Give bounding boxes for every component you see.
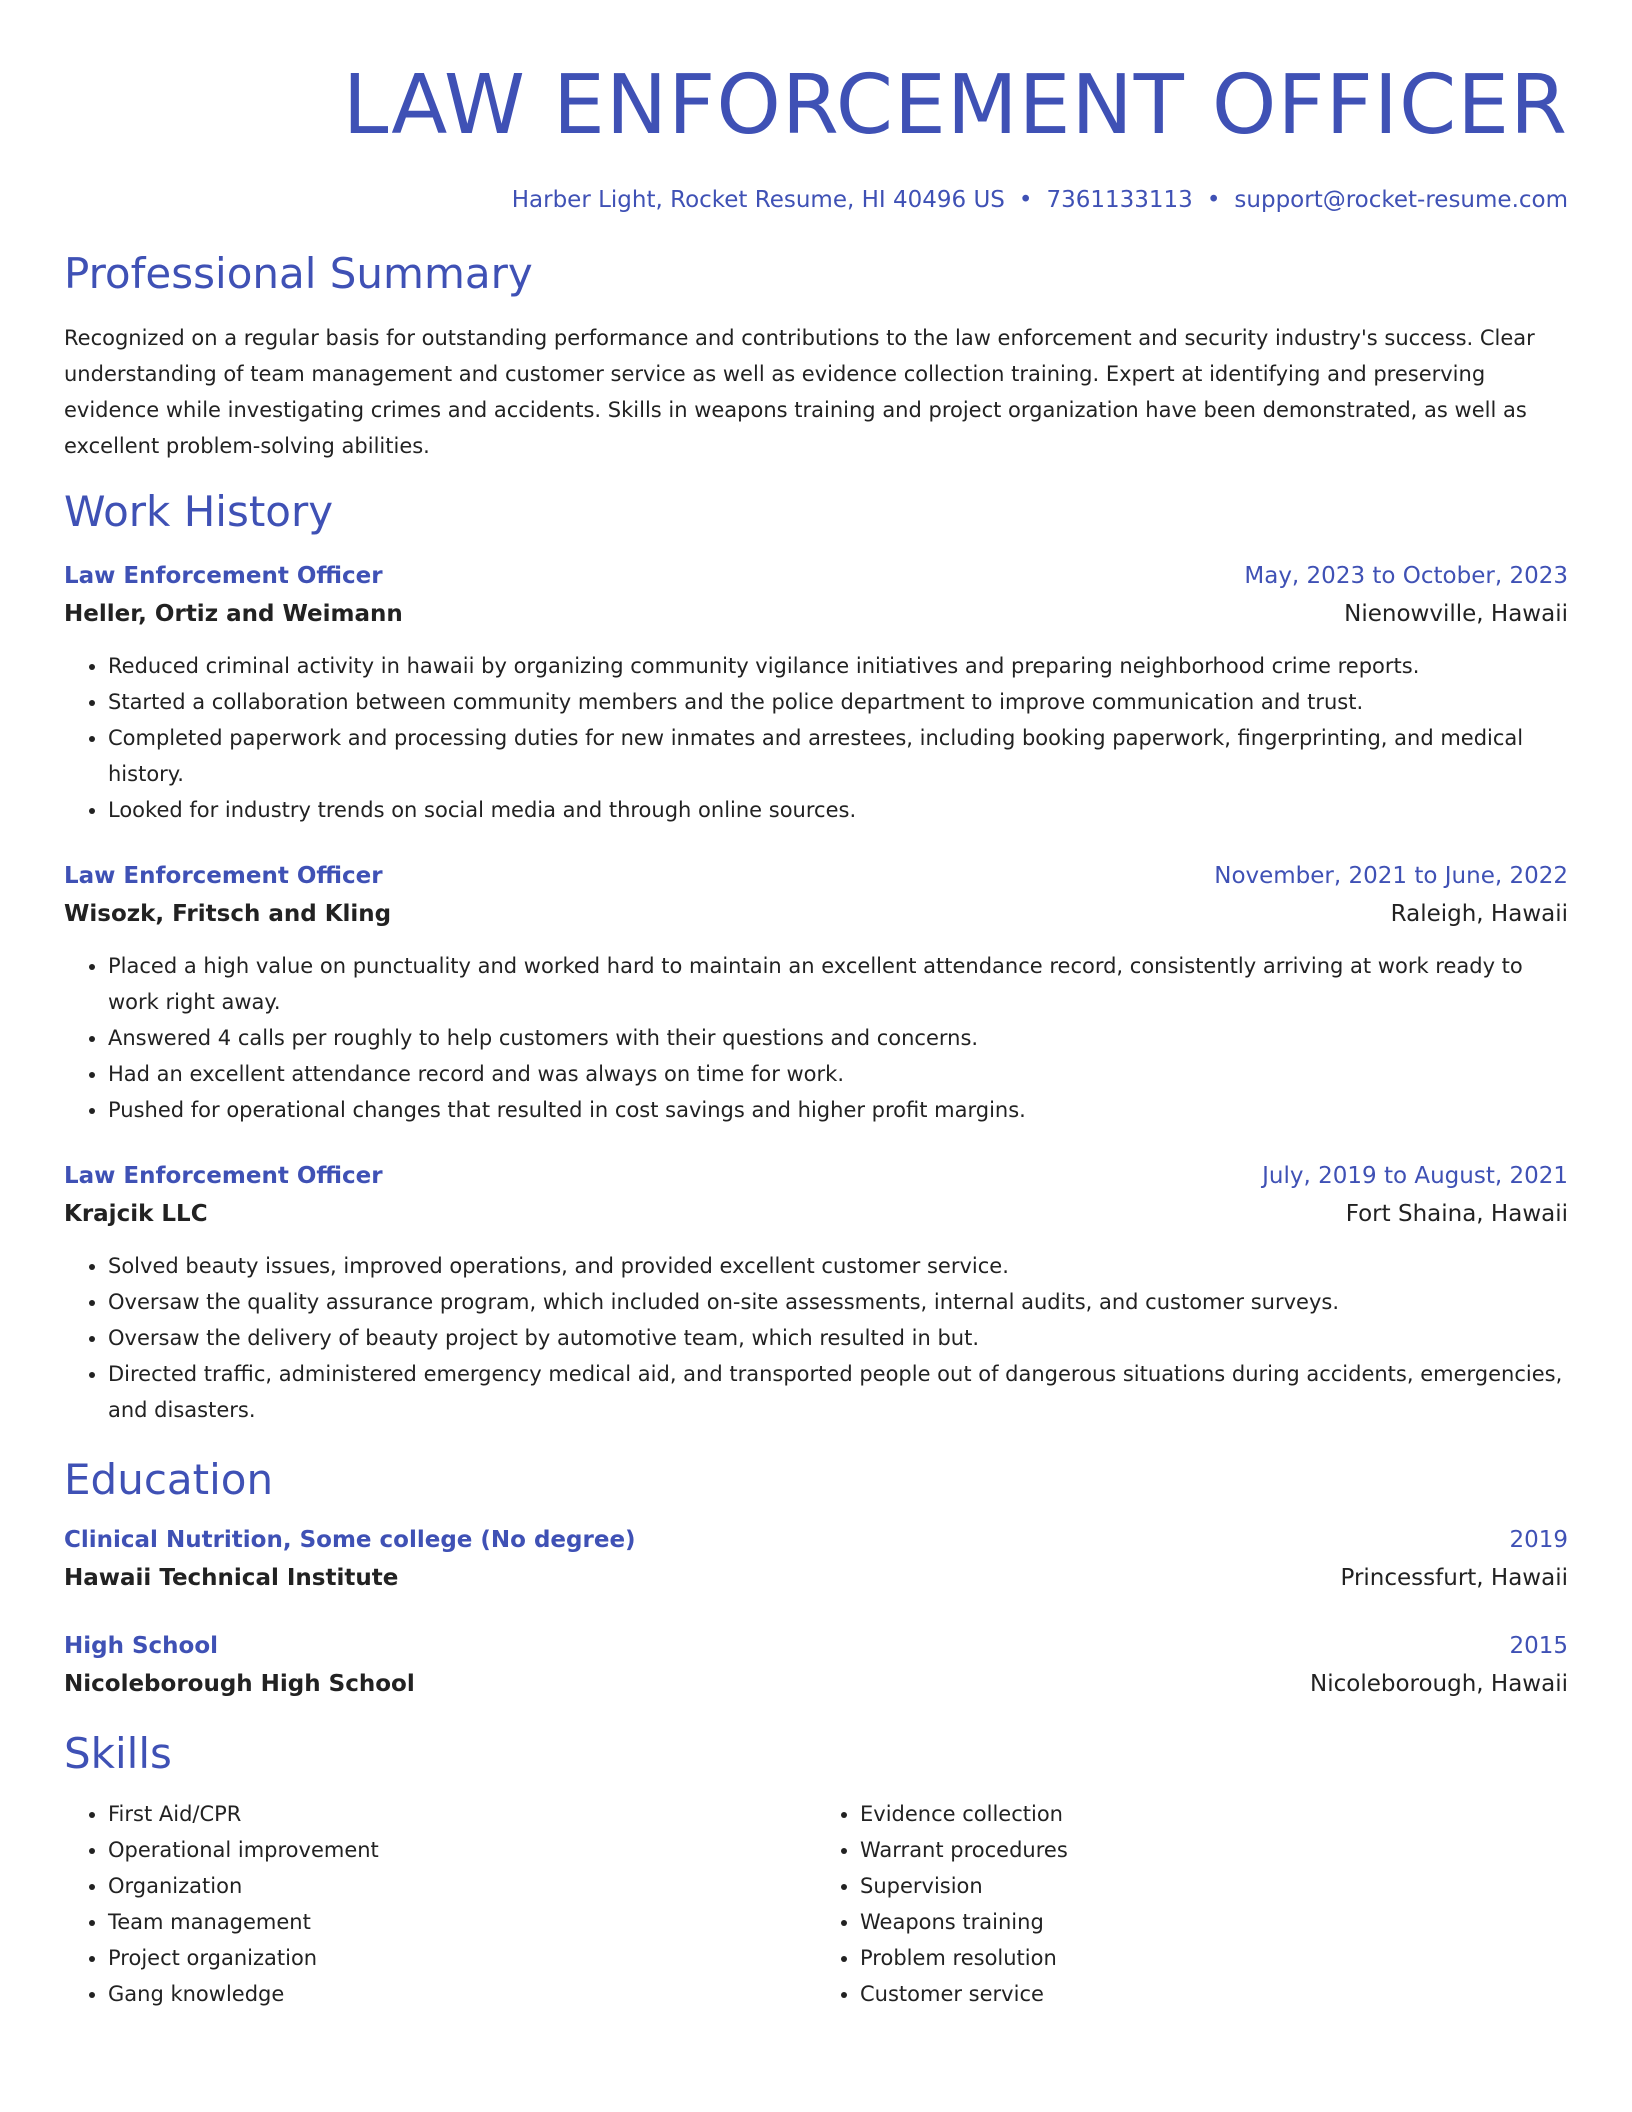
resume-name: LAW ENFORCEMENT OFFICER <box>342 58 1568 153</box>
job-list <box>64 558 1568 1428</box>
job-company: Wisozk, Fritsch and Kling <box>64 901 392 927</box>
education-degree-row <box>64 1628 1568 1664</box>
skill-item: • Customer service <box>860 1976 1568 2012</box>
job-bullet: • Pushed for operational changes that resulted in cost savings and higher profit margins. <box>108 1092 1568 1128</box>
job-bullet: • Oversaw the delivery of beauty project by automotive team, which resulted in but. <box>108 1320 1568 1356</box>
skill-item: • Team management <box>108 1904 816 1940</box>
work-heading: Work History <box>64 487 334 536</box>
skill-item: • First Aid/CPR <box>108 1796 816 1832</box>
job-title-row <box>64 558 1568 594</box>
job-title: Law Enforcement Officer <box>64 863 383 889</box>
job-bullet: • Oversaw the quality assurance program, which included on-site assessments, internal audits, and customer surveys. <box>108 1284 1568 1320</box>
education-degree: High School <box>64 1633 219 1659</box>
contact-phone: 7361133113 <box>1046 187 1193 213</box>
job-company-row <box>64 594 1568 634</box>
skills-heading: Skills <box>64 1729 172 1778</box>
skill-item: • Operational improvement <box>108 1832 816 1868</box>
job-location: Fort Shaina, Hawaii <box>1345 1201 1568 1227</box>
job-bullets <box>64 1248 1568 1428</box>
skill-item: • Warrant procedures <box>860 1832 1568 1868</box>
job-bullet: • Had an excellent attendance record and was always on time for work. <box>108 1056 1568 1092</box>
job-bullet: • Solved beauty issues, improved operations, and provided excellent customer service. <box>108 1248 1568 1284</box>
summary-section <box>64 246 1568 464</box>
education-year: 2019 <box>1509 1527 1568 1553</box>
job-bullet: • Started a collaboration between community members and the police department to improve communication and trust. <box>108 684 1568 720</box>
job-location: Nienowville, Hawaii <box>1344 601 1568 627</box>
job-dates: November, 2021 to June, 2022 <box>1214 863 1568 889</box>
job-bullets <box>64 948 1568 1128</box>
job-company-row <box>64 894 1568 934</box>
job-entry <box>64 858 1568 1128</box>
contact-separator: • <box>1206 187 1221 213</box>
education-heading: Education <box>64 1455 274 1504</box>
education-degree-row <box>64 1522 1568 1558</box>
work-section <box>64 484 1568 1428</box>
education-section <box>64 1452 1568 1704</box>
contact-separator: • <box>1018 187 1033 213</box>
education-school: Nicoleborough High School <box>64 1671 415 1697</box>
education-year: 2015 <box>1509 1633 1568 1659</box>
job-company: Krajcik LLC <box>64 1201 208 1227</box>
education-degree: Clinical Nutrition, Some college (No degree) <box>64 1527 636 1553</box>
skills-section <box>64 1726 1568 2012</box>
skill-item: • Supervision <box>860 1868 1568 1904</box>
skills-left-list <box>64 1796 816 2012</box>
job-bullets <box>64 648 1568 828</box>
skill-item: • Gang knowledge <box>108 1976 816 2012</box>
job-bullet: • Completed paperwork and processing duties for new inmates and arrestees, including booking paperwork, fingerprinting, and medical history. <box>108 720 1568 792</box>
skills-columns <box>64 1796 1568 2012</box>
job-dates: May, 2023 to October, 2023 <box>1244 563 1568 589</box>
job-bullet: • Placed a high value on punctuality and worked hard to maintain an excellent attendance record, consistently arriving at work ready to work right away. <box>108 948 1568 1020</box>
education-entry <box>64 1522 1568 1598</box>
summary-text: Recognized on a regular basis for outstanding performance and contributions to the law enforcement and security industry's success. Clear understanding of team management and customer service as well as evidence collection training. Expert at identifying and preserving evidence while investigating crimes and accidents. Skills in weapons training and project organization have been demonstrated, as well as excellent problem-solving abilities. <box>64 326 1535 458</box>
job-title-row <box>64 858 1568 894</box>
job-entry <box>64 1158 1568 1428</box>
job-bullet: • Answered 4 calls per roughly to help customers with their questions and concerns. <box>108 1020 1568 1056</box>
education-school-row <box>64 1664 1568 1704</box>
education-school: Hawaii Technical Institute <box>64 1565 399 1591</box>
summary-heading: Professional Summary <box>64 249 533 298</box>
job-company: Heller, Ortiz and Weimann <box>64 601 403 627</box>
education-location: Nicoleborough, Hawaii <box>1310 1671 1568 1697</box>
contact-line <box>64 184 1568 216</box>
education-location: Princessfurt, Hawaii <box>1340 1565 1568 1591</box>
skill-item: • Organization <box>108 1868 816 1904</box>
education-school-row <box>64 1558 1568 1598</box>
education-entry <box>64 1628 1568 1704</box>
contact-address: Harber Light, Rocket Resume, HI 40496 US <box>511 187 1005 213</box>
skill-item: • Problem resolution <box>860 1940 1568 1976</box>
job-title: Law Enforcement Officer <box>64 563 383 589</box>
job-title-row <box>64 1158 1568 1194</box>
job-dates: July, 2019 to August, 2021 <box>1262 1163 1568 1189</box>
job-entry <box>64 558 1568 828</box>
job-bullet: • Reduced criminal activity in hawaii by organizing community vigilance initiatives and preparing neighborhood crime reports. <box>108 648 1568 684</box>
job-title: Law Enforcement Officer <box>64 1163 383 1189</box>
contact-email: support@rocket-resume.com <box>1234 187 1568 213</box>
skills-right-list <box>816 1796 1568 2012</box>
skill-item: • Project organization <box>108 1940 816 1976</box>
education-list <box>64 1522 1568 1704</box>
job-bullet: • Directed traffic, administered emergency medical aid, and transported people out of dangerous situations during accidents, emergencies, and disasters. <box>108 1356 1568 1428</box>
skill-item: • Weapons training <box>860 1904 1568 1940</box>
job-company-row <box>64 1194 1568 1234</box>
job-bullet: • Looked for industry trends on social media and through online sources. <box>108 792 1568 828</box>
job-location: Raleigh, Hawaii <box>1390 901 1568 927</box>
skill-item: • Evidence collection <box>860 1796 1568 1832</box>
